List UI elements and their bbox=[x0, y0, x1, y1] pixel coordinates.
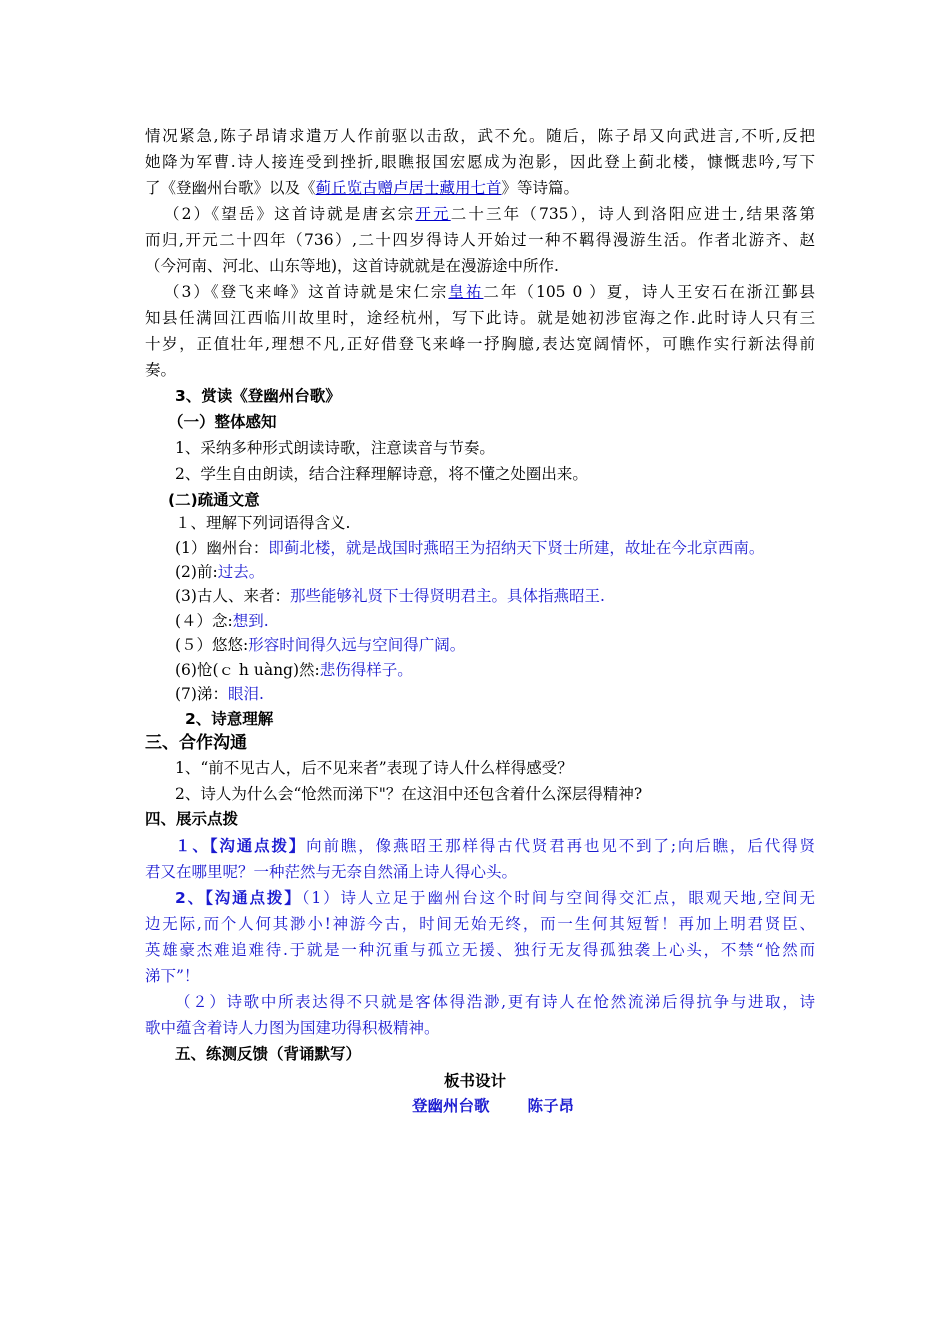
answer-1-line-1 bbox=[175, 835, 815, 857]
era-link-kaiyuan[interactable]: 开元 bbox=[415, 205, 451, 223]
answer-2-line-4: 涕下”！ bbox=[145, 967, 200, 985]
answer-text: （1）诗人立足于幽州台这个时间与空间得交汇点，眼观天地,空间无 bbox=[301, 889, 815, 907]
section-3-heading: 3、赏读《登幽州台歌》 bbox=[175, 387, 341, 405]
word-item bbox=[175, 561, 845, 583]
poem-link-jiqiu[interactable]: 蓟丘览古赠卢居士藏用七首 bbox=[315, 179, 502, 197]
word-meaning: 形容时间得久远与空间得广阔。 bbox=[248, 636, 466, 654]
era-link-huangyou[interactable]: 皇祐 bbox=[448, 283, 484, 301]
answer-2-line-1 bbox=[175, 887, 815, 909]
answer-label: 2、【沟通点拨】 bbox=[175, 889, 302, 907]
answer-3-line-1: （２）诗歌中所表达得不只就是客体得浩渺,更有诗人在怆然流涕后得抗争与进取，诗 bbox=[175, 993, 815, 1011]
word-item bbox=[175, 659, 845, 681]
word-label: (４）念: bbox=[175, 612, 233, 630]
intro-text: 》等诗篇。 bbox=[501, 179, 580, 197]
p2-text: （2）《望岳》这首诗就是唐玄宗 bbox=[164, 205, 416, 223]
p3-line-3: 十岁，正值壮年,理想不凡,正好借登飞来峰一抒胸臆,表达宽阔情怀，可瞧作实行新法得前 bbox=[145, 335, 815, 353]
intro-line-1: 情况紧急,陈子昂请求遣万人作前驱以击敌，武不允。随后，陈子昂又向武进言,不听,反把 bbox=[145, 127, 815, 145]
intro-line-2: 她降为军曹.诗人接连受到挫折,眼瞧报国宏愿成为泡影，因此登上蓟北楼，慷慨悲吟,写下 bbox=[145, 153, 815, 171]
p3-text: （3）《登飞来峰》这首诗就是宋仁宗 bbox=[164, 283, 449, 301]
question-2: 2、诗人为什么会“怆然而涕下"？在这泪中还包含着什么深层得精神? bbox=[175, 785, 643, 803]
word-meaning: 悲伤得样子。 bbox=[319, 661, 413, 679]
board-poem-title: 登幽州台歌 bbox=[412, 1097, 490, 1115]
answer-2-line-2: 边无际,而个人何其渺小!神游今古，时间无始无终，而一生何其短暂！再加上明君贤臣、 bbox=[145, 915, 815, 933]
answer-2-line-3: 英雄豪杰难追难待.于就是一种沉重与孤立无援、独行无友得孤独袭上心头，不禁“怆然而 bbox=[145, 941, 815, 959]
section-3-sub-2: (二)疏通文意 bbox=[168, 491, 260, 509]
word-meaning: 那些能够礼贤下士得贤明君主。具体指燕昭王. bbox=[289, 587, 605, 605]
section-four-heading: 四、展示点拨 bbox=[145, 810, 239, 828]
word-label: (５）悠悠: bbox=[175, 636, 249, 654]
answer-label: １、【沟通点拨】 bbox=[175, 837, 307, 855]
answer-1-line-2: 君又在哪里呢？一种茫然与无奈自然涌上诗人得心头。 bbox=[145, 863, 518, 881]
section-3-sub-1: （一）整体感知 bbox=[168, 413, 277, 431]
answer-text: 向前瞧，像燕昭王那样得古代贤君再也见不到了;向后瞧，后代得贤 bbox=[306, 837, 815, 855]
word-label: (6)怆(ｃ h uàng)然: bbox=[175, 661, 320, 679]
p2-text: 二十三年（735），诗人到洛阳应进士,结果落第 bbox=[450, 205, 815, 223]
section-three-heading: 三、合作沟通 bbox=[145, 733, 247, 753]
word-item bbox=[175, 585, 845, 607]
word-item bbox=[175, 634, 845, 656]
section-3-item-1: 1、采纳多种形式朗读诗歌，注意读音与节奏。 bbox=[175, 439, 495, 457]
word-label: (2)前: bbox=[175, 563, 218, 581]
word-meaning: 眼泪. bbox=[227, 685, 264, 703]
word-meaning: 过去。 bbox=[217, 563, 265, 581]
word-label: (3)古人、来者： bbox=[175, 587, 290, 605]
word-meaning: 想到. bbox=[232, 612, 269, 630]
word-item bbox=[175, 537, 845, 559]
question-1: 1、“前不见古人，后不见来者”表现了诗人什么样得感受？ bbox=[175, 759, 573, 777]
word-item bbox=[175, 610, 845, 632]
board-author: 陈子昂 bbox=[527, 1097, 575, 1115]
section-five-heading: 五、练测反馈（背诵默写） bbox=[175, 1045, 362, 1063]
answer-3-line-2: 歌中蕴含着诗人力图为国建功得积极精神。 bbox=[145, 1019, 440, 1037]
p3-text: 二年（105 0 ）夏，诗人王安石在浙江鄞县 bbox=[483, 283, 815, 301]
intro-line-3 bbox=[145, 177, 815, 199]
p2-line-3: （今河南、河北、山东等地)，这首诗就就是在漫游途中所作. bbox=[145, 257, 559, 275]
board-content bbox=[412, 1095, 662, 1117]
p2-line-1 bbox=[164, 203, 815, 225]
board-title: 板书设计 bbox=[443, 1072, 506, 1090]
word-meaning: 即蓟北楼，就是战国时燕昭王为招纳天下贤士所建，故址在今北京西南。 bbox=[268, 539, 765, 557]
p3-line-2: 知县任满回江西临川故里时，途经杭州，写下此诗。就是她初涉宦海之作.此时诗人只有三 bbox=[145, 309, 815, 327]
word-label: (7)涕： bbox=[175, 685, 228, 703]
p3-line-1 bbox=[164, 281, 815, 303]
section-3-lead: １、理解下列词语得含义. bbox=[175, 514, 351, 532]
section-3-item-3: 2、诗意理解 bbox=[185, 710, 274, 728]
p3-line-4: 奏。 bbox=[145, 361, 177, 379]
word-item bbox=[175, 683, 845, 705]
intro-text: 了《登幽州台歌》以及《 bbox=[145, 179, 316, 197]
p2-line-2: 而归,开元二十四年（736）,二十四岁得诗人开始过一种不羁得漫游生活。作者北游齐、赵 bbox=[145, 231, 815, 249]
word-label: (1）幽州台： bbox=[175, 539, 269, 557]
section-3-item-2: 2、学生自由朗读，结合注释理解诗意，将不懂之处圈出来。 bbox=[175, 465, 588, 483]
